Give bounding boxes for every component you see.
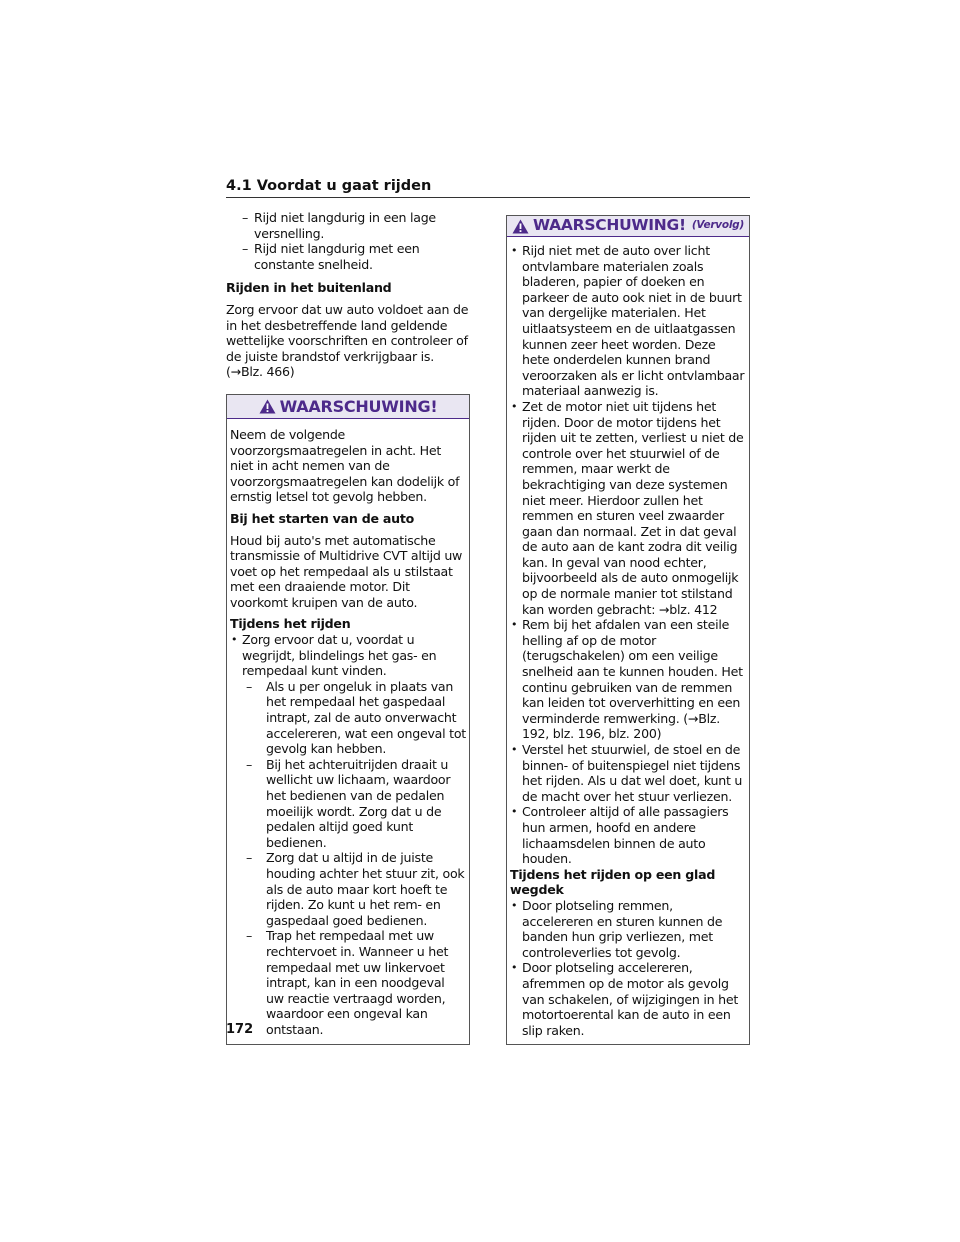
- driving-dash-item: – Zorg dat u altijd in de juiste houding achter het stuur zit, ook als de auto maar kort hoeft te rijden. Zo kunt u het rem- en gaspedaal goed bedienen.: [242, 850, 466, 928]
- warning-body-continued: [507, 237, 749, 1044]
- abroad-text: Zorg ervoor dat uw auto voldoet aan de in het desbetreffende land geldende wettelijke voorschriften en controleer of de juiste brandstof verkrijgbaar is. (→Blz. 466): [226, 301, 469, 380]
- warning-bullet: • Rijd niet met de auto over licht ontvlambare materialen zoals bladeren, papier of doeken en parkeer de auto ook niet in de buurt van dergelijke materialen. Het uitlaatsysteem en de uitlaatgassen kunnen zeer heet worden. Deze hete onderdelen kunnen brand veroorzaken als er licht ontvlambaar materiaal aanwezig is.: [510, 243, 746, 399]
- page-number: 172: [226, 1022, 254, 1037]
- left-column: [226, 210, 470, 1045]
- right-column: [506, 215, 750, 1045]
- warning-bullets: [510, 243, 746, 867]
- intro-dash-list: [242, 210, 470, 272]
- warning-header-continued: [507, 216, 749, 237]
- warning-bullet: • Zet de motor niet uit tijdens het rijden. Door de motor tijdens het rijden uit te zetten, verliest u niet de controle over het stuurwiel of de remmen, maar werkt de bekrachtiging van deze systemen niet meer. Hierdoor zullen het remmen en sturen veel zwaarder gaan dan normaal. Zet in dat geval de auto aan de kant zodra dit veilig kan. In geval van nood echter, bijvoorbeeld als de auto onmogelijk op de normale manier tot stilstand kan worden gebracht: →blz. 412: [510, 399, 746, 617]
- driving-dash-list: [242, 679, 466, 1038]
- start-text: Houd bij auto's met automatische transmissie of Multidrive CVT altijd uw voet op het rempedaal als u stilstaat met een draaiende motor. Dit voorkomt kruipen van de auto.: [230, 532, 463, 610]
- warning-bullet: • Controleer altijd of alle passagiers hun armen, hoofd en andere lichaamsdelen binnen de auto houden.: [510, 804, 746, 866]
- driving-heading: Tijdens het rijden: [230, 616, 351, 632]
- start-heading: Bij het starten van de auto: [230, 510, 415, 526]
- slippery-bullet: • Door plotseling accelereren, afremmen op de motor als gevolg van schakelen, of wijzigingen in het motortoerental kan de auto in een slip raken.: [510, 960, 746, 1038]
- abroad-heading: Rijden in het buitenland: [226, 280, 392, 296]
- warning-bullet: • Rem bij het afdalen van een steile helling af op de motor (terugschakelen) om een veilige snelheid aan te kunnen houden. Het continu gebruiken van de remmen kan leiden tot oververhitting en een verminderde remwerking. (→Blz. 192, blz. 196, blz. 200): [510, 617, 746, 742]
- driving-bullet-text: Zorg ervoor dat u, voordat u wegrijdt, blindelings het gas- en rempedaal kunt vinden.: [242, 632, 437, 679]
- section-title: 4.1 Voordat u gaat rijden: [226, 178, 750, 198]
- continued-label: (Vervolg): [691, 219, 744, 232]
- driving-bullets: [230, 632, 466, 1037]
- warning-triangle-icon: [512, 219, 529, 234]
- warning-intro: Neem de volgende voorzorgsmaatregelen in acht. Het niet in acht nemen van de voorzorgsmaatregelen kan dodelijk of ernstig letsel tot gevolg hebben.: [230, 426, 460, 505]
- warning-box-continued: [506, 215, 750, 1045]
- driving-dash-item: – Bij het achteruitrijden draait u wellicht uw lichaam, waardoor het bedienen van de pedalen moeilijk wordt. Zorg dat u de pedalen altijd goed kunt bedienen.: [242, 757, 466, 851]
- warning-box: [226, 394, 470, 1045]
- warning-triangle-icon: [259, 399, 276, 414]
- driving-bullet: [230, 632, 466, 1037]
- slippery-heading: Tijdens het rijden op een glad wegdek: [510, 866, 716, 898]
- intro-dash-item: – Rijd niet langdurig met een constante snelheid.: [242, 241, 470, 272]
- intro-dash-item: – Rijd niet langdurig in een lage versnelling.: [242, 210, 470, 241]
- driving-dash-item: – Als u per ongeluk in plaats van het rempedaal het gaspedaal intrapt, zal de auto onverwacht accelereren, wat een ongeval tot gevolg kan hebben.: [242, 679, 466, 757]
- warning-title: WAARSCHUWING!: [533, 216, 686, 235]
- driving-dash-item: – Trap het rempedaal met uw rechtervoet in. Wanneer u het rempedaal met uw linkervoet intrapt, kan in een noodgeval uw reactie vertraagd worden, waardoor een ongeval kan ontstaan.: [242, 928, 466, 1037]
- slippery-bullet: • Door plotseling remmen, accelereren en sturen kunnen de banden hun grip verliezen, met controleverlies tot gevolg.: [510, 898, 746, 960]
- warning-header: [227, 395, 469, 419]
- warning-title: WAARSCHUWING!: [279, 396, 438, 416]
- warning-bullet: • Verstel het stuurwiel, de stoel en de binnen- of buitenspiegel niet tijdens het rijden. Als u dat wel doet, kunt u de macht over het stuur verliezen.: [510, 742, 746, 804]
- slippery-bullets: [510, 898, 746, 1038]
- warning-body: [227, 419, 469, 1044]
